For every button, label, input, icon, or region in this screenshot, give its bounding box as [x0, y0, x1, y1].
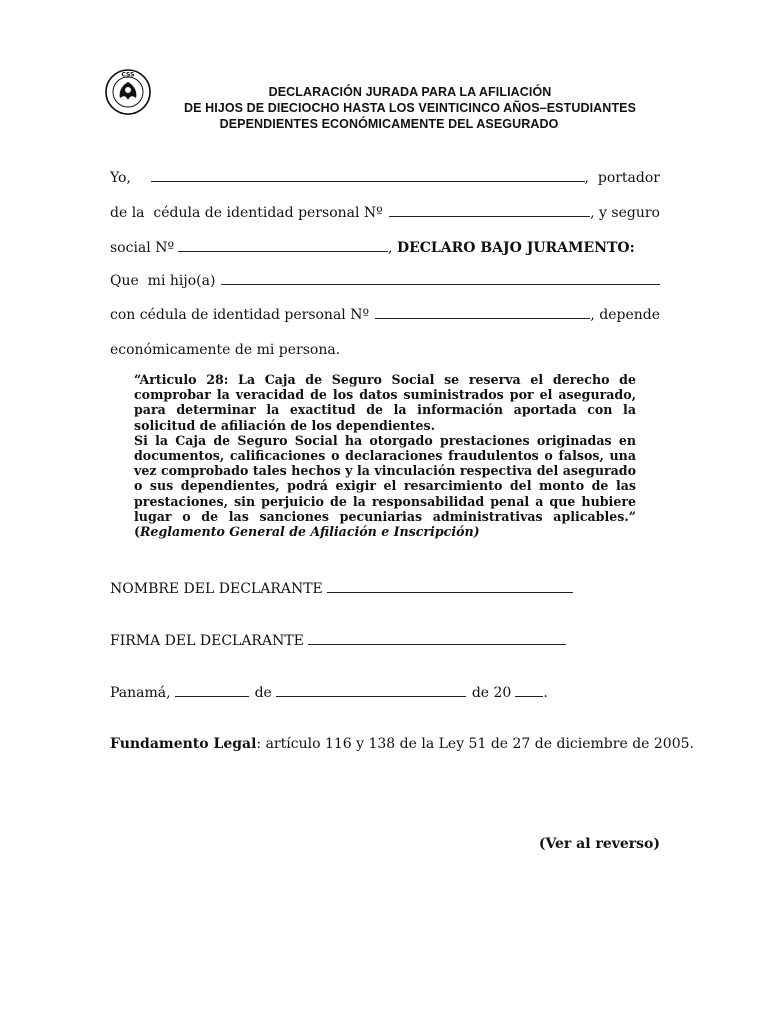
declaro-label: DECLARO BAJO JURAMENTO:	[396, 240, 635, 256]
article-28-quote	[134, 372, 636, 539]
cedula-label: de la cédula de identidad personal Nº	[110, 205, 383, 221]
date-end: .	[543, 685, 548, 701]
child-cedula-line	[110, 305, 660, 325]
panama-label: Panamá,	[110, 685, 171, 701]
legal-label: Fundamento Legal	[110, 736, 257, 752]
de-label: de	[254, 685, 272, 701]
year-field[interactable]	[515, 684, 543, 697]
economicamente-line	[110, 340, 660, 360]
portador-label: , portador	[584, 170, 660, 186]
con-cedula-label: con cédula de identidad personal Nº	[110, 307, 370, 323]
legal-text: : artículo 116 y 138 de la Ley 51 de 27 de diciembre de 2005.	[256, 736, 694, 752]
hijo-line	[110, 271, 660, 291]
de-20-label: de 20	[471, 685, 512, 701]
legal-basis	[110, 734, 694, 754]
quote-paragraph-1: “Articulo 28: La Caja de Seguro Social se reserva el derecho de comprobar la veracidad de los datos suministrados por el asegurado, para determinar la exactitud de la información aportada con la solicitud de afiliación de los dependientes.	[134, 372, 636, 433]
css-seal-icon	[104, 68, 152, 116]
social-line: social Nº , DECLARO BAJO JURAMENTO:	[110, 240, 635, 256]
y-seguro-label: , y seguro	[590, 205, 660, 221]
que-label: Que mi hijo(a)	[110, 273, 216, 289]
firma-field[interactable]	[308, 632, 566, 645]
declarant-name-line	[110, 168, 660, 188]
declarant-cedula-field[interactable]	[389, 204, 590, 217]
ver-reverso-note: (Ver al reverso)	[538, 836, 660, 852]
logo-letters: CSS	[121, 71, 135, 79]
nombre-label: NOMBRE DEL DECLARANTE	[110, 581, 323, 597]
yo-label: Yo,	[110, 170, 131, 186]
nombre-declarante-line	[110, 579, 573, 599]
child-cedula-field[interactable]	[375, 306, 590, 319]
month-field[interactable]	[276, 684, 466, 697]
firma-label: FIRMA DEL DECLARANTE	[110, 633, 304, 649]
quote-citation: Reglamento General de Afiliación e Inscripción)	[139, 524, 480, 540]
title-line-2: DE HIJOS DE DIECIOCHO HASTA LOS VEINTICINCO AÑOS–ESTUDIANTES	[183, 101, 637, 115]
quote-paragraph-2: Si la Caja de Seguro Social ha otorgado prestaciones originadas en documentos, calificaciones o declaraciones fraudulentos o falsos, una vez comprobado tales hechos y la vinculación respectiva del asegurado o sus dependientes, podrá exigir el resarcimiento del monto de las prestaciones, sin perjuicio de la responsabilidad penal a que hubiere lugar o de las sanciones pecuniarias administrativas aplicables.” (Reglamento General de Afiliación e Inscripción)	[134, 432, 636, 540]
title-line-3: DEPENDIENTES ECONÓMICAMENTE DEL ASEGURADO	[219, 117, 559, 131]
nombre-field[interactable]	[327, 580, 573, 593]
date-line	[110, 683, 548, 703]
social-security-field[interactable]	[178, 239, 388, 252]
cedula-line	[110, 203, 660, 223]
declarant-name-field[interactable]	[151, 169, 585, 182]
depende-label: , depende	[590, 307, 660, 323]
day-field[interactable]	[175, 684, 249, 697]
css-logo	[104, 68, 152, 116]
title-line-1: DECLARACIÓN JURADA PARA LA AFILIACIÓN	[268, 85, 552, 99]
document-title	[150, 84, 670, 132]
child-name-field[interactable]	[221, 272, 660, 285]
social-label: social Nº	[110, 240, 175, 256]
economicamente-label: económicamente de mi persona.	[110, 342, 341, 358]
firma-declarante-line	[110, 631, 566, 651]
